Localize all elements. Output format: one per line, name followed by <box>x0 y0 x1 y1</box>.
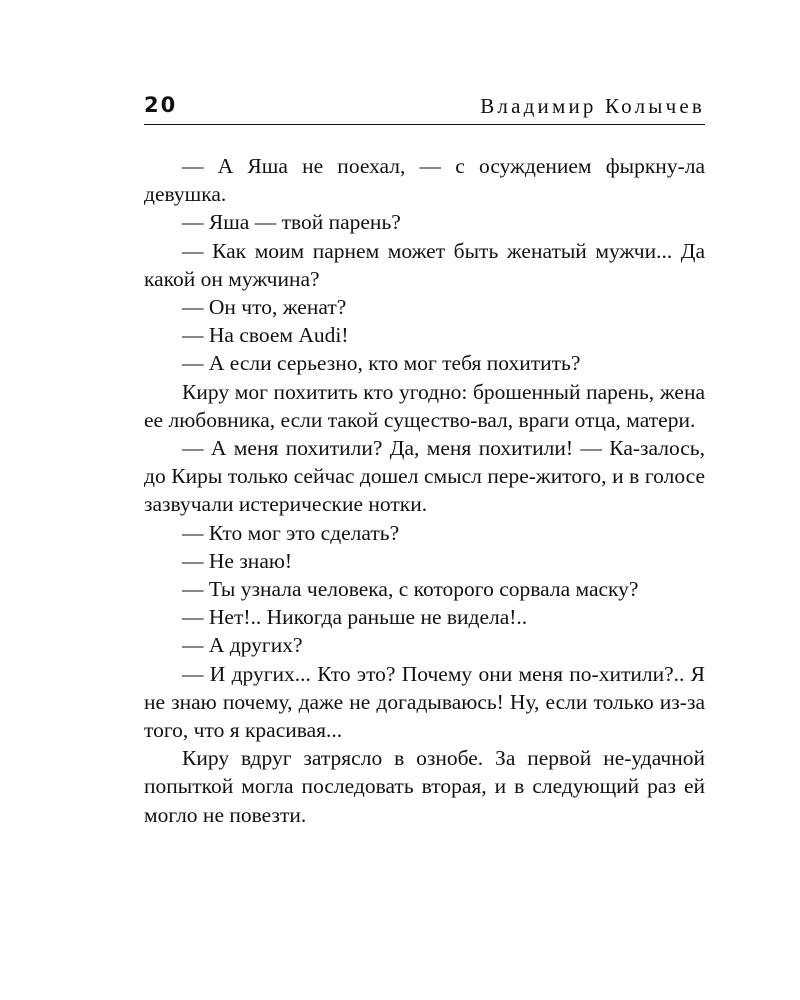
page-number: 20 <box>144 93 178 117</box>
paragraph: — Он что, женат? <box>182 295 347 320</box>
header-rule <box>144 124 705 125</box>
paragraph: — Как моим парнем может быть женатый мужчи... Да какой он мужчина? <box>144 238 705 291</box>
paragraph: — На своем Audi! <box>182 323 349 348</box>
paragraph: — Ты узнала человека, с которого сорвала маску? <box>182 577 639 602</box>
paragraph: Киру мог похитить кто угодно: брошенный парень, жена ее любовника, если такой существо-вал, враги отца, матери. <box>144 379 705 432</box>
paragraph: — Нет!.. Никогда раньше не видела!.. <box>182 605 528 630</box>
paragraph: — Яша — твой парень? <box>182 210 401 235</box>
paragraph: — А Яша не поехал, — с осуждением фыркну-ла девушка. <box>144 154 705 207</box>
paragraph: — Не знаю! <box>182 548 293 573</box>
paragraph: — И других... Кто это? Почему они меня по-хитили?.. Я не знаю почему, даже не догадываюсь! Ну, если только из-за того, что я красивая... <box>144 661 705 743</box>
paragraph: — А если серьезно, кто мог тебя похитить? <box>182 351 581 376</box>
paragraph: — А других? <box>182 633 303 658</box>
paragraph: Киру вдруг затрясло в ознобе. За первой не-удачной попыткой могла последовать вторая, и в следующий раз ей могло не повезти. <box>144 746 705 827</box>
body-text <box>144 152 705 829</box>
page-header <box>144 88 705 124</box>
paragraph: — А меня похитили? Да, меня похитили! — Ка-залось, до Киры только сейчас дошел смысл пере-житого, и в голосе зазвучали истерические нотки. <box>144 436 705 517</box>
paragraph: — Кто мог это сделать? <box>182 520 400 545</box>
running-head-author: Владимир Колычев <box>480 94 705 118</box>
